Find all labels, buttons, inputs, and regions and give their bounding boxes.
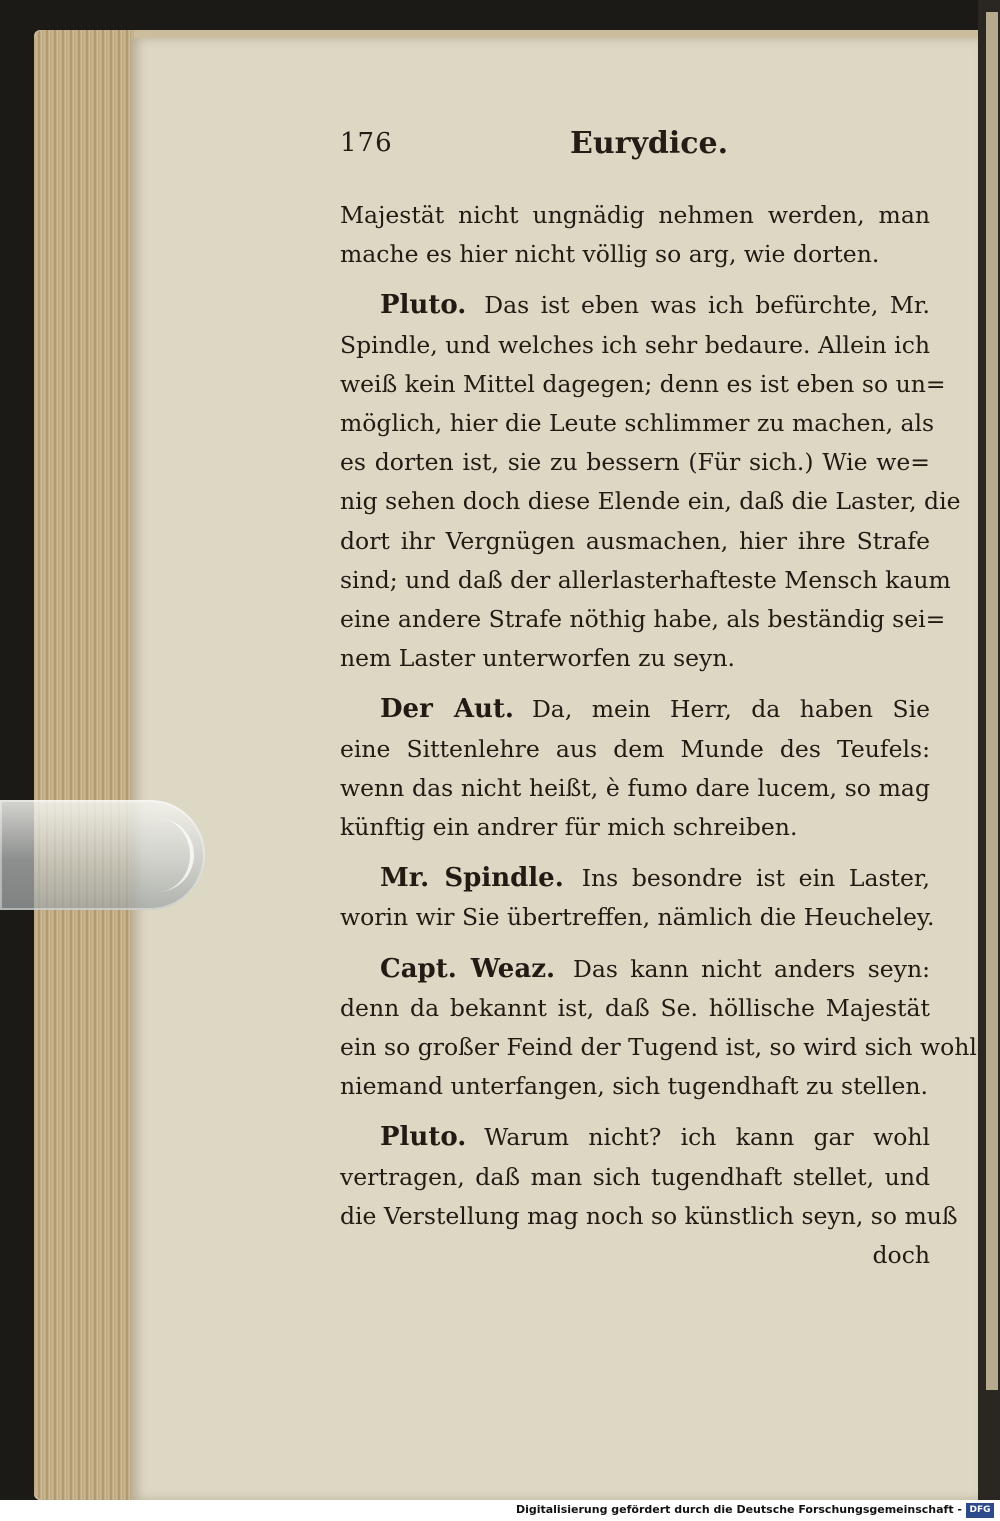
text-line: Da, mein Herr, da haben Sie: [531, 695, 930, 724]
text-line: ein so großer Feind der Tugend ist, so wird sich wohl: [340, 1033, 977, 1062]
text-line: Majestät nicht ungnädig nehmen werden, man: [340, 201, 930, 229]
text-line: Warum nicht? ich kann gar wohl: [484, 1123, 930, 1152]
text-line: Das ist eben was ich befürchte, Mr.: [484, 291, 930, 320]
text-line: eine Sittenlehre aus dem Munde des Teufels:: [340, 734, 930, 763]
speaker-name: Pluto.: [380, 290, 467, 321]
text-line: eine andere Strafe nöthig habe, als beständig sei=: [340, 605, 946, 634]
funding-notice: Digitalisierung gefördert durch die Deutsche Forschungsgemeinschaft -: [515, 1503, 962, 1516]
speaker-name: Pluto.: [380, 1122, 467, 1153]
speech-line: [340, 286, 930, 325]
text-line: wenn das nicht heißt, è fumo dare lucem, so mag: [340, 773, 930, 802]
catchword: doch: [872, 1241, 930, 1270]
text-line: künftig ein andrer für mich schreiben.: [340, 813, 798, 842]
speech-line: [340, 1118, 930, 1157]
text-line: denn da bekannt ist, daß Se. höllische Majestät: [340, 993, 930, 1022]
text-line: Das kann nicht anders seyn:: [573, 954, 930, 983]
text-line: dort ihr Vergnügen ausmachen, hier ihre Strafe: [340, 526, 930, 555]
page-body: [340, 196, 977, 1275]
footer-bar: [0, 1500, 1000, 1521]
text-line: Spindle, und welches ich sehr bedaure. Allein ich: [340, 330, 930, 359]
speaker-name: Capt. Weaz.: [380, 953, 556, 984]
speech-line: [340, 859, 930, 898]
page-number: 176: [340, 128, 393, 158]
dfg-logo: DFG: [966, 1503, 994, 1518]
speech-line: [340, 690, 930, 729]
text-line: es dorten ist, sie zu bessern (Für sich.) Wie we=: [340, 448, 930, 477]
text-line: nem Laster unterworfen zu seyn.: [340, 644, 735, 673]
speaker-name: Mr. Spindle.: [380, 863, 564, 894]
text-line: vertragen, daß man sich tugendhaft stellet, und: [340, 1162, 930, 1191]
page-header: [340, 128, 930, 168]
text-line: mache es hier nicht völlig so arg, wie dorten.: [340, 240, 880, 269]
text-line: Ins besondre ist ein Laster,: [581, 864, 931, 893]
text-line: worin wir Sie übertreffen, nämlich die Heucheley.: [340, 903, 935, 932]
right-page-edge: [978, 0, 1000, 1500]
running-title: Eurydice.: [570, 126, 729, 161]
text-line: niemand unterfangen, sich tugendhaft zu stellen.: [340, 1072, 928, 1101]
text-line: weiß kein Mittel dagegen; denn es ist eben so un=: [340, 369, 946, 398]
speaker-name: Der Aut.: [380, 694, 514, 725]
text-line: sind; und daß der allerlasterhafteste Mensch kaum: [340, 565, 951, 594]
page-edges: [34, 30, 134, 1500]
text-line: möglich, hier die Leute schlimmer zu machen, als: [340, 409, 935, 438]
text-line: die Verstellung mag noch so künstlich seyn, so muß: [340, 1201, 958, 1230]
text-line: nig sehen doch diese Elende ein, daß die Laster, die: [340, 487, 961, 516]
speech-line: [340, 950, 930, 989]
